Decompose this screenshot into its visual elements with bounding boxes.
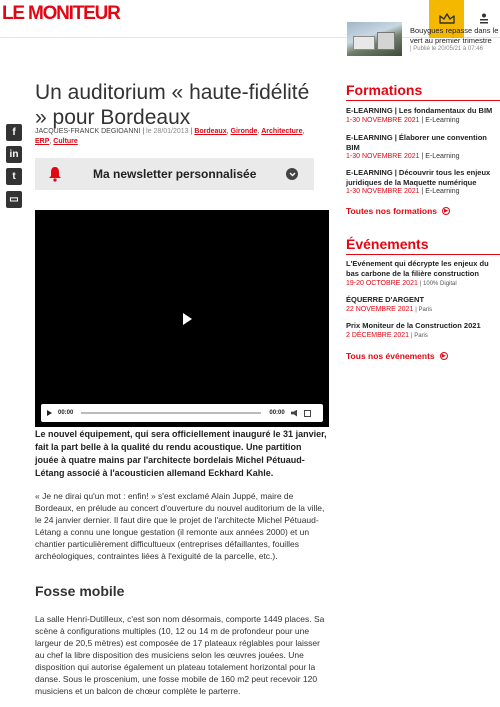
share-twitter-button[interactable] (6, 168, 22, 185)
formation-meta (346, 187, 500, 197)
arrow-right-icon: ▶ (442, 207, 450, 215)
volume-icon[interactable] (291, 410, 300, 417)
article-paragraph: La salle Henri-Dutilleux, c'est son nom désormais, comporte 1449 places. Sa scène à configurations multiples (10, 12 ou 14 m de profondeur pour une largeur de 20,5 mètres) est composée de 17 plateaux réglables pour laisser au chef la libre disposition des musiciens selon les œuvres jouées. Une disposition qui autorise également un plateau totalement horizontal pour la danse. Sous le proscenium, une fosse mobile de 160 m2 peut recevoir 120 musiciens et un balcon de chœur complète le parterre. (35, 614, 325, 696)
article-title: Un auditorium « haute-fidélité » pour Bordeaux (35, 81, 310, 129)
byline-separator: | (142, 128, 145, 135)
formation-type: | E-Learning (421, 188, 460, 195)
video-player[interactable] (35, 210, 329, 427)
news-meta: | Publié le 20/05/21 à 07:46 (410, 46, 483, 52)
event-location: | Paris (415, 307, 433, 313)
all-events-label: Tous nos événements (346, 351, 435, 361)
event-dates: 22 NOVEMBRE 2021 (346, 306, 414, 313)
event-title[interactable]: ÉQUERRE D'ARGENT (346, 295, 425, 304)
comment-icon: ▭ (9, 194, 19, 205)
video-controls (41, 404, 323, 422)
article-paragraph: « Je ne dirai qu'un mot : enfin! » s'est exclamé Alain Juppé, maire de Bordeaux, en prélude au concert d'ouverture du nouvel auditorium de la ville, le 24 janvier dernier. Il faut dire que le projet de l'architecte Michel Pétuaud-Létang a connu une longue gestation (il remonte aux années 2000) et un chantier particulièrement difficultueux (entreprises défaillantes, fouilles archéologiques, contraintes liées à l'exiguité de la parcelle, etc.). (35, 491, 325, 561)
bell-icon (48, 166, 62, 182)
facebook-icon: f (12, 127, 16, 138)
twitter-icon: t (12, 171, 16, 182)
event-meta (346, 279, 500, 289)
event-title[interactable]: L'Evénement qui décrypte les enjeux du bas carbone de la filière construction (346, 259, 489, 278)
formation-dates: 1-30 NOVEMBRE 2021 (346, 153, 420, 160)
event-meta (346, 305, 500, 315)
chevron-down-icon (286, 168, 298, 180)
section-divider (346, 254, 500, 255)
progress-bar[interactable] (81, 412, 261, 414)
play-button[interactable] (47, 410, 52, 416)
event-location: | Paris (410, 333, 428, 339)
author-name[interactable]: JACQUES-FRANCK DEGIOANNI (35, 128, 141, 135)
tag-culture[interactable]: Culture (53, 138, 78, 145)
menu-icon (479, 13, 489, 25)
newsletter-label: Ma newsletter personnalisée (93, 167, 257, 181)
formation-title[interactable]: E-LEARNING | Les fondamentaux du BIM (346, 106, 493, 115)
event-meta (346, 331, 500, 341)
formation-dates: 1-30 NOVEMBRE 2021 (346, 188, 420, 195)
news-thumbnail[interactable] (347, 22, 402, 56)
event-location: | 100% Digital (419, 281, 457, 287)
article-subheading: Fosse mobile (35, 583, 125, 599)
formation-meta (346, 116, 500, 126)
formation-title[interactable]: E-LEARNING | Élaborer une convention BIM (346, 133, 487, 152)
formation-title[interactable]: E-LEARNING | Découvrir tous les enjeux juridiques de la Maquette numérique (346, 168, 491, 187)
events-heading: Événements (346, 236, 429, 252)
play-icon[interactable] (183, 313, 192, 325)
article-lead: Le nouvel équipement, qui sera officiellement inauguré le 31 janvier, fait la part belle à la qualité du rendu acoustique. Une partition jouée à quatre mains par l'architecte bordelais Michel Pétuaud-Létang associé à l'acousticien allemand Eckhard Kahle. (35, 429, 327, 478)
arrow-right-icon: ▶ (440, 352, 448, 360)
fullscreen-icon[interactable] (304, 410, 311, 417)
current-time: 00:00 (58, 410, 74, 416)
share-linkedin-button[interactable] (6, 146, 22, 163)
section-divider (346, 100, 500, 101)
all-formations-link[interactable] (346, 206, 450, 216)
formation-meta (346, 152, 500, 162)
share-comment-button[interactable] (6, 191, 22, 208)
share-facebook-button[interactable] (6, 124, 22, 141)
linkedin-icon: in (9, 149, 19, 160)
byline: JACQUES-FRANCK DEGIOANNI | le 28/01/2013 | Bordeaux, Gironde, Architecture, ERP, Culture (35, 128, 305, 145)
formation-type: | E-Learning (421, 117, 460, 124)
all-formations-label: Toutes nos formations (346, 206, 437, 216)
formation-type: | E-Learning (421, 153, 460, 160)
formation-dates: 1-30 NOVEMBRE 2021 (346, 117, 420, 124)
formations-heading: Formations (346, 82, 423, 98)
newsletter-dropdown[interactable] (35, 158, 314, 190)
news-title[interactable]: Bouygues repasse dans le vert au premier trimestre (410, 26, 499, 45)
duration: 00:00 (269, 410, 285, 416)
byline-separator: | (190, 128, 193, 135)
tag-bordeaux[interactable]: Bordeaux (194, 128, 227, 135)
tag-gironde[interactable]: Gironde (230, 128, 258, 135)
crown-icon (439, 13, 455, 25)
event-dates: 2 DÉCEMBRE 2021 (346, 332, 410, 339)
event-title[interactable]: Prix Moniteur de la Construction 2021 (346, 321, 481, 330)
event-dates: 19-20 OCTOBRE 2021 (346, 280, 418, 287)
publish-date: le 28/01/2013 (146, 128, 189, 135)
site-logo[interactable]: LE MONITEUR (2, 3, 120, 24)
tag-architecture[interactable]: Architecture (261, 128, 303, 135)
tag-erp[interactable]: ERP (35, 138, 50, 145)
all-events-link[interactable] (346, 351, 448, 361)
